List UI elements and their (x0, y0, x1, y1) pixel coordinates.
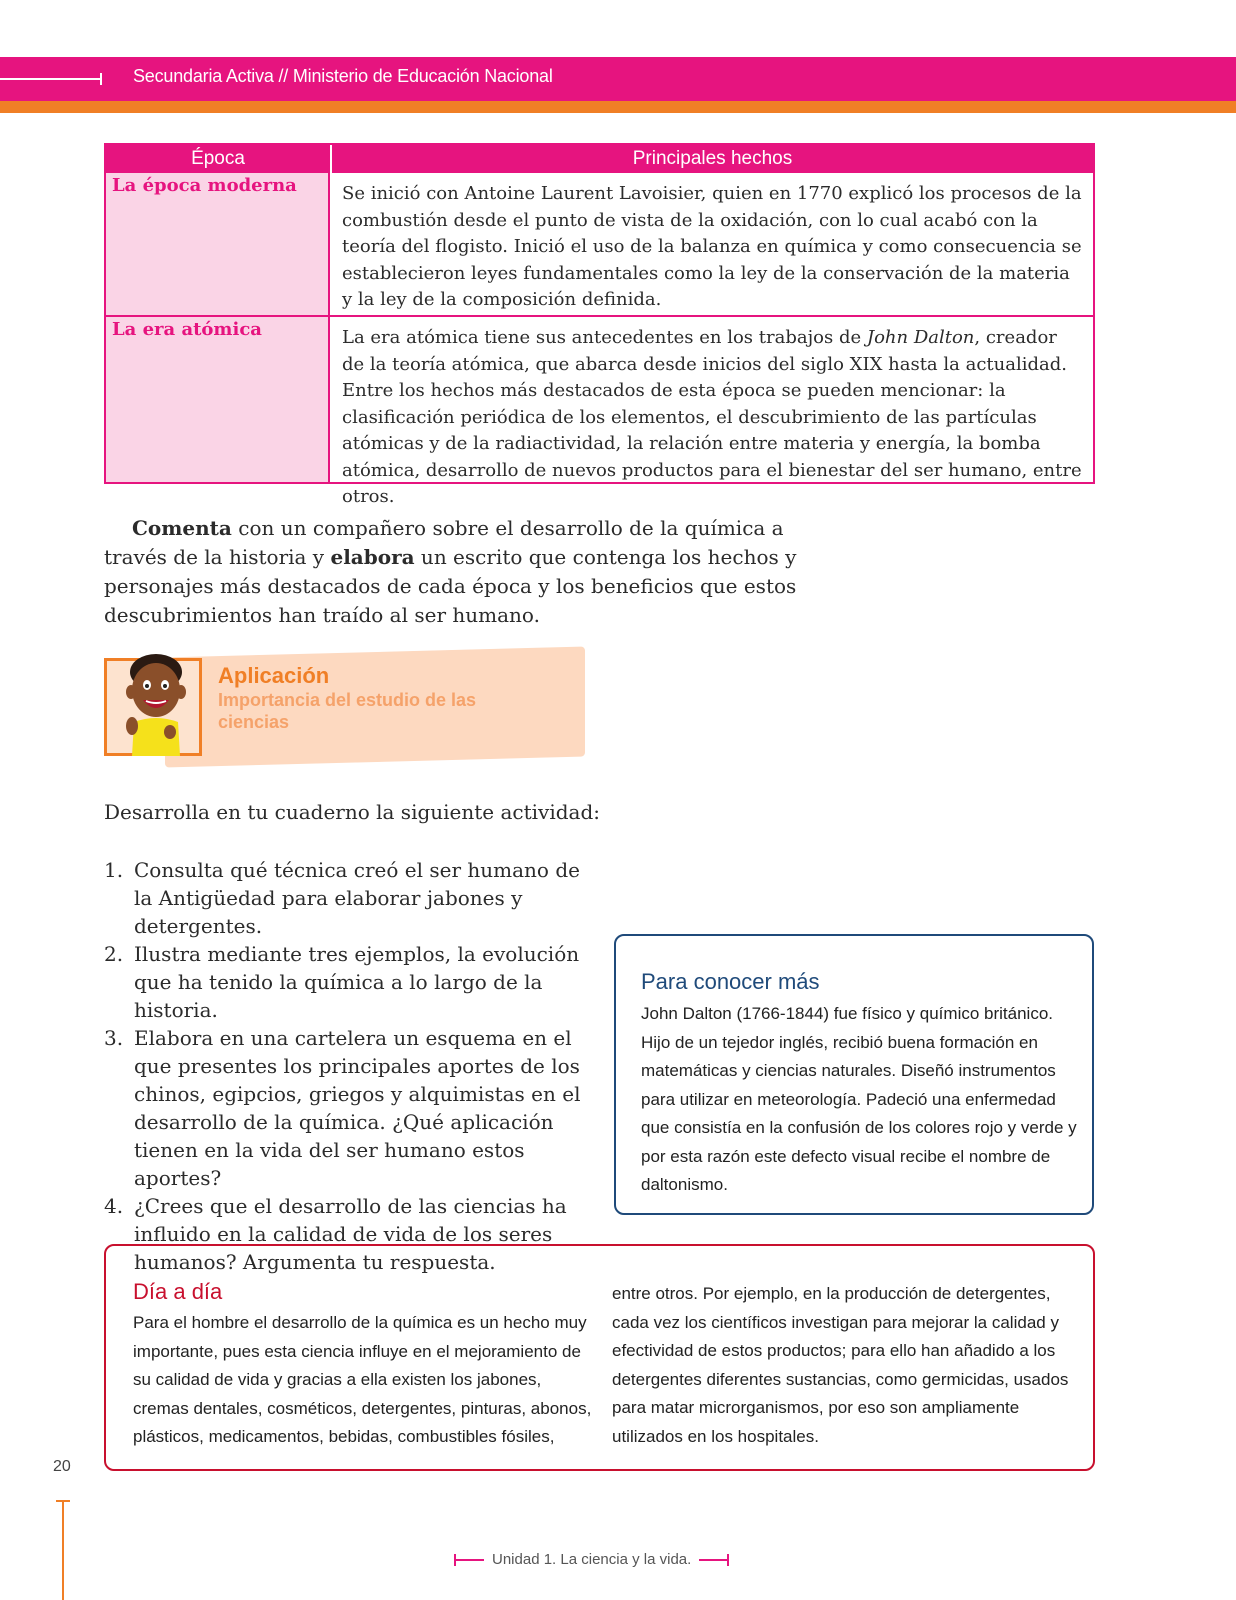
table-row (106, 173, 1093, 315)
list-item (104, 940, 604, 1024)
para-conocer-text: John Dalton (1766-1844) fue físico y químico británico. Hijo de un tejedor inglés, recibió buena formación en matemáticas y ciencias naturales. Diseñó instrumentos para utilizar en meteorología. Padeció una enfermedad que consistía en la confusión de los colores rojo y verde y por esta razón este defecto visual recibe el nombre de daltonismo. (641, 1004, 1077, 1194)
margin-rule-tick (56, 1500, 70, 1502)
paragraph-bold-comenta: Comenta (132, 516, 232, 540)
table-row (106, 315, 1093, 507)
dia-a-dia-title: Día a día (133, 1279, 223, 1304)
comenta-paragraph (104, 514, 844, 630)
list-item-text: Elabora en una cartelera un esquema en el que presentes los principales aportes de los chinos, egipcios, griegos y alquimistas en el desarrollo de la química. ¿Qué aplicación tienen en la vida del ser humano estos aportes? (134, 1026, 581, 1190)
student-character-icon (120, 652, 190, 756)
table-cell-facts (330, 317, 1093, 507)
aplicacion-title: Aplicación (218, 663, 330, 688)
list-item (104, 1024, 604, 1192)
list-item-number: 3. (104, 1026, 124, 1050)
list-item-number: 2. (104, 942, 124, 966)
list-item-text: Ilustra mediante tres ejemplos, la evolución que ha tenido la química a lo largo de la historia. (134, 942, 580, 1022)
history-table (104, 143, 1095, 507)
list-item-text: ¿Crees que el desarrollo de las ciencias ha influido en la calidad de vida de los seres humanos? Argumenta tu respuesta. (134, 1194, 567, 1274)
list-item (104, 856, 604, 940)
paragraph-text-1: con un compañero sobre el desarrollo de la química a través de la historia y (104, 516, 784, 569)
footer-unit: Unidad 1. (492, 1551, 557, 1568)
facts-text-italic: John Dalton (866, 327, 975, 348)
paragraph-bold-elabora: elabora (330, 545, 415, 569)
activity-intro: Desarrolla en tu cuaderno la siguiente actividad: (104, 800, 601, 824)
table-header-facts: Principales hechos (632, 148, 793, 169)
header-orange-stripe (0, 101, 1236, 113)
aplicacion-subtitle: Importancia del estudio de las ciencias (218, 690, 477, 732)
footer-rule-left (454, 1559, 484, 1561)
page-number: 20 (53, 1458, 71, 1475)
header-title: Secundaria Activa // Ministerio de Educación Nacional (133, 66, 553, 86)
dia-a-dia-column-2: entre otros. Por ejemplo, en la producción de detergentes, cada vez los científicos investigan para mejorar la calidad y efectividad de estos productos; para ello han añadido a los detergentes diferentes sustancias, como germicidas, usados para matar microrganismos, por eso son ampliamente utilizados en los hospitales. (612, 1284, 1069, 1446)
list-item-text: Consulta qué técnica creó el ser humano de la Antigüedad para elaborar jabones y detergentes. (134, 858, 580, 938)
facts-text-before: La era atómica tiene sus antecedentes en los trabajos de (342, 327, 867, 348)
header-rule-tick (100, 73, 102, 85)
table-cell-epoch: La era atómica (106, 317, 330, 482)
footer-text (492, 1551, 691, 1568)
para-conocer-title: Para conocer más (641, 969, 820, 994)
header-rule (0, 78, 100, 80)
table-cell-epoch: La época moderna (106, 173, 330, 315)
dia-a-dia-column-1: Para el hombre el desarrollo de la química es un hecho muy importante, pues esta ciencia influye en el mejoramiento de su calidad de vida y gracias a ella existen los jabones, cremas dentales, cosméticos, detergentes, pinturas, abonos, plásticos, medicamentos, bebidas, combustibles fósiles, (133, 1313, 592, 1446)
facts-text-after: , creador de la teoría atómica, que abarca desde inicios del siglo XIX hasta la actualidad. Entre los hechos más destacados de esta época se pueden mencionar: la clasificación periódica de los elementos, el descubrimiento de las partículas atómicas y de la radiactividad, la relación entre materia y energía, la bomba atómica, desarrollo de nuevos productos para el bienestar del ser humano, entre otros. (342, 327, 1082, 507)
footer (454, 1551, 729, 1568)
margin-rule (62, 1500, 64, 1600)
table-header-epoch: Época (106, 145, 332, 173)
table-header (106, 145, 1093, 173)
footer-rule-right (699, 1559, 729, 1561)
table-cell-facts: Se inició con Antoine Laurent Lavoisier, quien en 1770 explicó los procesos de la combustión desde el punto de vista de la oxidación, con lo cual acabó con la teoría del flogisto. Inició el uso de la balanza en química y como consecuencia se establecieron leyes fundamentales como la ley de la conservación de la materia y la ley de la composición definida. (342, 183, 1082, 310)
footer-title: La ciencia y la vida. (560, 1551, 692, 1568)
activity-list (104, 856, 604, 1276)
paragraph-text-2: un escrito que contenga los hechos y personajes más destacados de cada época y los beneficios que estos descubrimientos han traído al ser humano. (104, 545, 797, 627)
list-item-number: 1. (104, 858, 124, 882)
list-item-number: 4. (104, 1194, 124, 1218)
